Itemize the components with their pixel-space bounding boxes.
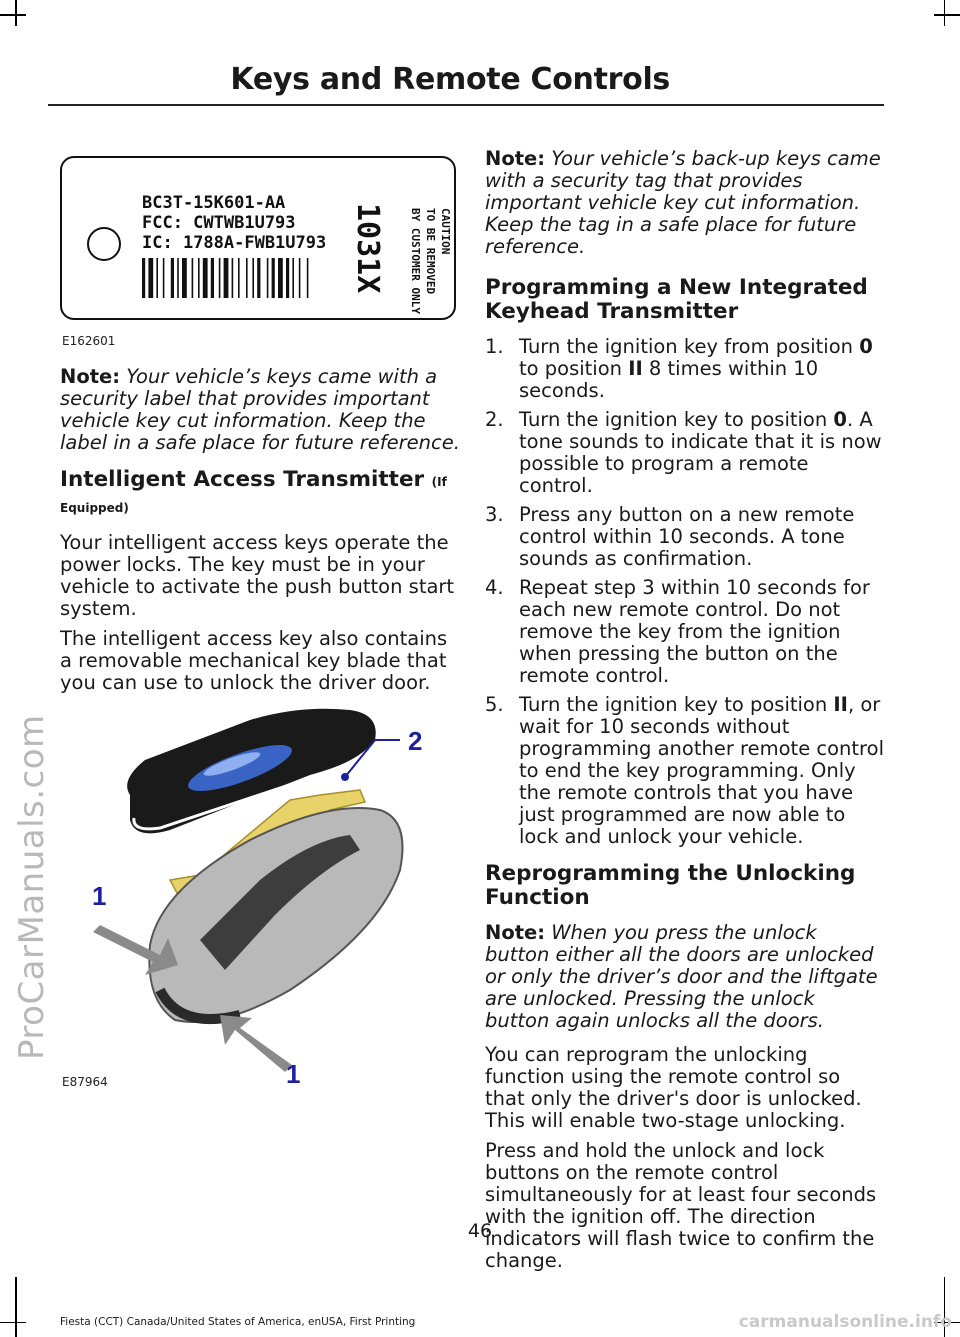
paragraph: Your intelligent access keys operate the power locks. The key must be in your vehicle to activate the push button start system. <box>60 531 455 620</box>
note-security-label <box>60 366 460 454</box>
step-text: to position <box>519 357 629 380</box>
step-number: 4. <box>485 576 504 599</box>
footer-info: Fiesta (CCT) Canada/United States of America, enUSA, First Printing <box>60 1316 416 1328</box>
callout-1: 1 <box>286 1059 301 1089</box>
note-label: Note: <box>485 147 546 170</box>
note-label: Note: <box>485 921 546 944</box>
note-text: Your vehicle’s keys came with a security label that provides important vehicle key cut information. Keep the label in a safe place for future reference. <box>60 365 460 454</box>
side-watermark: ProCarManuals.com <box>12 714 52 1060</box>
label-caution-2: TO BE REMOVED <box>424 208 437 295</box>
step-text: II <box>833 693 848 716</box>
heading-suffix: (If Equipped) <box>60 475 447 515</box>
crop-mark <box>15 0 17 26</box>
step-item <box>485 336 885 402</box>
crop-mark <box>0 1322 26 1324</box>
crop-mark <box>944 0 946 26</box>
label-line2: FCC: CWTWB1U793 <box>142 213 296 233</box>
paragraph: The intelligent access key also contains a removable mechanical key blade that you can use to unlock the driver door. <box>60 627 448 694</box>
label-hole-icon <box>88 228 120 260</box>
barcode-icon <box>142 258 308 298</box>
step-number: 5. <box>485 693 504 716</box>
section-heading-intelligent-access <box>60 468 460 520</box>
security-label-figure <box>60 156 456 320</box>
step-text: . A tone sounds to indicate that it is now possible to program a remote control. <box>519 408 882 497</box>
step-text: Repeat step 3 within 10 seconds for each new remote control. Do not remove the key from the ignition when pressing the button on the remote control. <box>519 576 870 687</box>
note-unlock <box>485 922 885 1032</box>
label-caution-3: BY CUSTOMER ONLY <box>409 208 422 314</box>
note-security-tag <box>485 148 885 258</box>
label-caution-1: CAUTION <box>439 208 452 255</box>
left-column <box>60 366 460 702</box>
page-title: Keys and Remote Controls <box>230 62 670 97</box>
section-heading-reprogramming: Reprogramming the Unlocking Function <box>485 861 856 910</box>
fob-body-shape <box>149 808 402 1022</box>
step-item <box>485 577 885 687</box>
step-number: 3. <box>485 503 504 526</box>
paragraph: You can reprogram the unlocking function using the remote control so that only the driver's door is unlocked. This will enable two-stage unlocking. <box>485 1043 862 1132</box>
note-label: Note: <box>60 365 121 388</box>
paragraph: Press and hold the unlock and lock buttons on the remote control simultaneously for at least four seconds with the ignition off. The direction indicators will flash twice to confirm the change. <box>485 1139 877 1272</box>
step-text: Turn the ignition key to position <box>519 408 834 431</box>
step-item <box>485 409 885 497</box>
step-number: 1. <box>485 335 504 358</box>
step-text: Press any button on a new remote control within 10 seconds. A tone sounds as confirmation. <box>519 503 855 570</box>
note-text: When you press the unlock button either all the doors are unlocked or only the driver’s door and the liftgate are unlocked. Pressing the unlock button again unlocks all the doors. <box>485 921 878 1032</box>
callout-1: 1 <box>92 881 107 911</box>
crop-mark <box>934 14 960 16</box>
arrow-icon <box>220 1015 292 1072</box>
note-text: Your vehicle’s back-up keys came with a security tag that provides important vehicle key cut information. Keep the tag in a safe place for future reference. <box>485 147 881 258</box>
key-fob-figure <box>60 700 460 1100</box>
step-text: II <box>628 357 643 380</box>
figure-id-label: E162601 <box>62 334 116 348</box>
step-number: 2. <box>485 408 504 431</box>
programming-steps <box>485 336 885 848</box>
header-divider <box>48 104 884 106</box>
step-text: 0 <box>833 408 847 431</box>
crop-mark <box>0 14 26 16</box>
step-text: Turn the ignition key to position <box>519 693 834 716</box>
security-label-art <box>62 158 454 318</box>
site-watermark: carmanualsonline.info <box>738 1312 952 1332</box>
step-text: 8 times within 10 seconds. <box>519 357 819 402</box>
step-item <box>485 504 885 570</box>
callout-dot <box>341 773 349 781</box>
figure-id-label: E87964 <box>62 1075 108 1089</box>
callout-2: 2 <box>408 726 423 756</box>
label-line1: BC3T-15K601-AA <box>142 193 286 213</box>
label-key-code: 1031X <box>350 203 385 294</box>
step-text: 0 <box>859 335 873 358</box>
right-column <box>485 148 885 1280</box>
heading-text: Intelligent Access Transmitter <box>60 467 425 492</box>
step-item <box>485 694 885 848</box>
section-heading-programming: Programming a New Integrated Keyhead Transmitter <box>485 275 868 324</box>
label-line3: IC: 1788A-FWB1U793 <box>142 233 327 253</box>
crop-mark <box>15 1277 17 1337</box>
page-number: 46 <box>467 1220 493 1242</box>
step-text: , or wait for 10 seconds without programming another remote control to end the key programming. Only the remote controls that you have just programmed are now able to lock and unlock your vehicle. <box>519 693 884 848</box>
step-text: Turn the ignition key from position <box>519 335 860 358</box>
